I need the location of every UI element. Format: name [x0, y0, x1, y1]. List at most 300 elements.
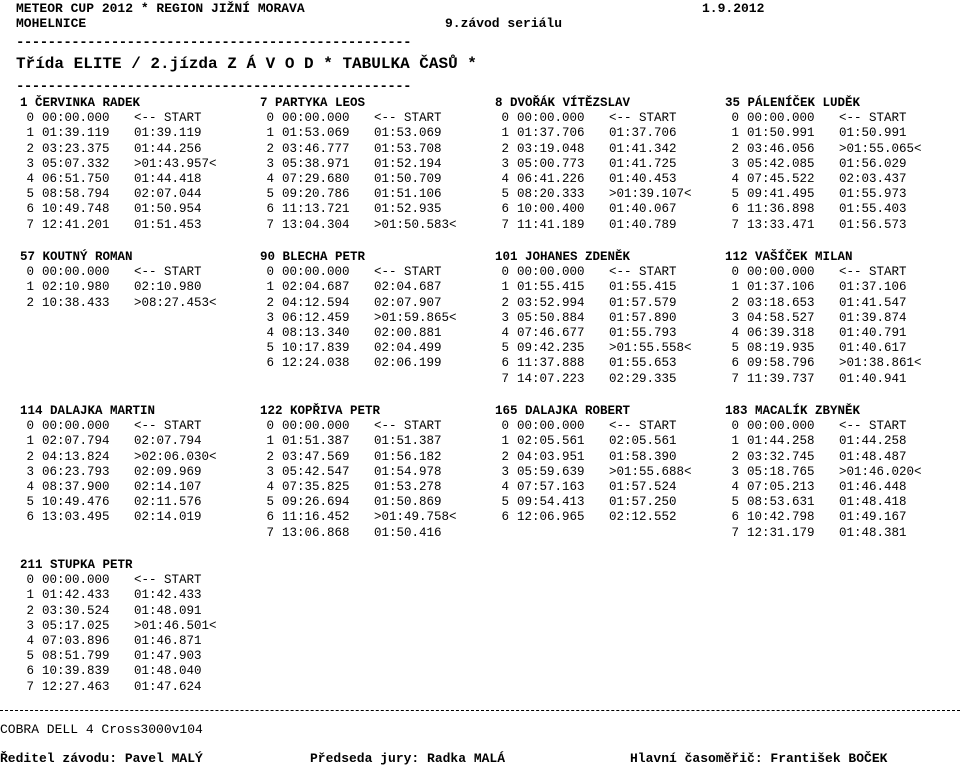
lap-row [260, 126, 484, 141]
lap-time: 01:41.725 [609, 156, 677, 171]
lap-number: 7 [26, 217, 34, 232]
lap-number: 4 [501, 479, 509, 494]
lap-number: 3 [501, 156, 509, 171]
lap-number: 5 [731, 187, 739, 202]
lap-row [260, 265, 484, 280]
lap-time: 02:14.019 [134, 510, 202, 525]
lap-time: 02:03.437 [839, 171, 907, 186]
lap-time: 01:44.256 [134, 141, 202, 156]
lap-time: 02:12.552 [609, 510, 677, 525]
lap-total-time: 05:38.971 [282, 156, 350, 171]
lap-row [495, 202, 719, 217]
lap-time: 01:51.453 [134, 217, 202, 232]
lap-total-time: 12:31.179 [747, 525, 815, 540]
lap-time: 01:40.453 [609, 171, 677, 186]
lap-number: 7 [266, 525, 274, 540]
page-title: Třída ELITE / 2.jízda Z Á V O D * TABULKA ČASŮ * [16, 55, 477, 73]
lap-total-time: 08:13.340 [282, 325, 350, 340]
lap-time: 01:55.793 [609, 325, 677, 340]
lap-row [20, 111, 244, 126]
lap-number: 4 [731, 171, 739, 186]
lap-time: <-- START [134, 111, 202, 126]
lap-time: >01:49.758< [374, 510, 457, 525]
lap-row [725, 356, 949, 371]
lap-number: 4 [266, 479, 274, 494]
lap-row [725, 510, 949, 525]
lap-number: 0 [501, 111, 509, 126]
rider-name: 183 MACALÍK ZBYNĚK [725, 404, 861, 418]
lap-total-time: 08:20.333 [517, 187, 585, 202]
lap-total-time: 01:51.387 [282, 434, 350, 449]
lap-number: 2 [26, 295, 34, 310]
lap-number: 1 [26, 126, 34, 141]
rider-block [725, 404, 949, 541]
lap-number: 4 [266, 171, 274, 186]
lap-number: 0 [501, 265, 509, 280]
lap-row [260, 172, 484, 187]
lap-total-time: 05:07.332 [42, 156, 110, 171]
lap-number: 5 [731, 341, 739, 356]
rider-block [495, 96, 719, 233]
lap-number: 6 [26, 664, 34, 679]
lap-time: 01:50.416 [374, 525, 442, 540]
lap-row [725, 326, 949, 341]
lap-total-time: 07:57.163 [517, 479, 585, 494]
lap-number: 5 [26, 187, 34, 202]
lap-row [260, 142, 484, 157]
rider-block [260, 250, 484, 372]
lap-number: 6 [731, 510, 739, 525]
lap-number: 4 [26, 171, 34, 186]
lap-time: 01:42.433 [134, 588, 202, 603]
lap-row [495, 157, 719, 172]
lap-total-time: 10:42.798 [747, 510, 815, 525]
lap-total-time: 12:06.965 [517, 510, 585, 525]
lap-total-time: 01:44.258 [747, 434, 815, 449]
lap-row [20, 218, 244, 233]
lap-number: 2 [501, 449, 509, 464]
lap-number: 5 [266, 187, 274, 202]
lap-time: <-- START [609, 111, 677, 126]
lap-total-time: 00:00.000 [282, 419, 350, 434]
rider-block [495, 250, 719, 387]
lap-time: 01:55.415 [609, 280, 677, 295]
lap-row [495, 480, 719, 495]
lap-row [495, 218, 719, 233]
lap-number: 6 [731, 356, 739, 371]
lap-total-time: 05:18.765 [747, 464, 815, 479]
lap-row [20, 465, 244, 480]
rider-name: 35 PÁLENÍČEK LUDĚK [725, 96, 861, 110]
lap-number: 0 [26, 111, 34, 126]
lap-row [20, 419, 244, 434]
lap-total-time: 12:27.463 [42, 679, 110, 694]
lap-row [260, 326, 484, 341]
lap-time: <-- START [134, 265, 202, 280]
lap-row [495, 341, 719, 356]
lap-row [20, 172, 244, 187]
lap-number: 6 [266, 202, 274, 217]
lap-number: 6 [731, 202, 739, 217]
lap-number: 5 [26, 495, 34, 510]
lap-total-time: 01:37.106 [747, 280, 815, 295]
lap-total-time: 10:49.748 [42, 202, 110, 217]
lap-total-time: 03:47.569 [282, 449, 350, 464]
lap-number: 0 [266, 419, 274, 434]
lap-row [260, 111, 484, 126]
rider-block [20, 404, 244, 526]
lap-time: 01:55.403 [839, 202, 907, 217]
lap-row [20, 634, 244, 649]
lap-total-time: 07:35.825 [282, 479, 350, 494]
lap-time: 01:57.579 [609, 295, 677, 310]
lap-number: 3 [501, 310, 509, 325]
lap-total-time: 11:39.737 [747, 371, 815, 386]
lap-total-time: 09:42.235 [517, 341, 585, 356]
lap-number: 2 [501, 141, 509, 156]
lap-total-time: 03:23.375 [42, 141, 110, 156]
lap-row [260, 187, 484, 202]
lap-total-time: 07:05.213 [747, 479, 815, 494]
lap-total-time: 09:20.786 [282, 187, 350, 202]
lap-row [260, 280, 484, 295]
lap-row [20, 434, 244, 449]
rider-name: 7 PARTYKA LEOS [260, 96, 366, 110]
lap-row [495, 311, 719, 326]
lap-row [495, 419, 719, 434]
lap-number: 2 [731, 295, 739, 310]
lap-number: 3 [731, 310, 739, 325]
lap-time: 01:41.547 [839, 295, 907, 310]
lap-number: 5 [501, 341, 509, 356]
lap-total-time: 13:03.495 [42, 510, 110, 525]
lap-number: 7 [501, 217, 509, 232]
rider-block [725, 96, 949, 233]
lap-row [725, 450, 949, 465]
lap-time: 01:53.069 [374, 126, 442, 141]
lap-time: 01:50.869 [374, 495, 442, 510]
lap-number: 5 [731, 495, 739, 510]
lap-total-time: 03:32.745 [747, 449, 815, 464]
lap-time: >01:55.688< [609, 464, 692, 479]
lap-row [725, 265, 949, 280]
lap-total-time: 06:12.459 [282, 310, 350, 325]
lap-total-time: 07:03.896 [42, 633, 110, 648]
lap-row [20, 604, 244, 619]
lap-total-time: 01:42.433 [42, 588, 110, 603]
lap-row [20, 296, 244, 311]
race-director: Ředitel závodu: Pavel MALÝ [0, 751, 203, 766]
lap-number: 5 [26, 649, 34, 664]
lap-row [725, 111, 949, 126]
lap-row [260, 218, 484, 233]
lap-time: 01:44.418 [134, 171, 202, 186]
lap-number: 4 [26, 479, 34, 494]
lap-time: 01:44.258 [839, 434, 907, 449]
lap-time: 01:41.342 [609, 141, 677, 156]
lap-total-time: 03:46.777 [282, 141, 350, 156]
lap-total-time: 05:42.085 [747, 156, 815, 171]
separator-top: -------------------------------------------------- [16, 38, 412, 48]
lap-number: 5 [501, 495, 509, 510]
lap-row [260, 526, 484, 541]
lap-time: 01:39.874 [839, 310, 907, 325]
lap-total-time: 00:00.000 [42, 419, 110, 434]
lap-row [725, 419, 949, 434]
lap-total-time: 02:05.561 [517, 434, 585, 449]
lap-time: 01:58.390 [609, 449, 677, 464]
lap-time: 01:54.978 [374, 464, 442, 479]
lap-time: >01:43.957< [134, 156, 217, 171]
separator-bottom: -------------------------------------------------- [16, 82, 412, 92]
lap-row [495, 356, 719, 371]
rider-name: 112 VAŠÍČEK MILAN [725, 250, 853, 264]
lap-time: 02:07.794 [134, 434, 202, 449]
lap-row [20, 202, 244, 217]
lap-time: >01:39.107< [609, 187, 692, 202]
lap-time: 01:49.167 [839, 510, 907, 525]
lap-number: 5 [501, 187, 509, 202]
lap-number: 1 [501, 126, 509, 141]
lap-number: 2 [501, 295, 509, 310]
lap-total-time: 00:00.000 [42, 111, 110, 126]
lap-row [20, 664, 244, 679]
lap-time: 01:37.106 [839, 280, 907, 295]
lap-row [725, 187, 949, 202]
lap-total-time: 06:39.318 [747, 325, 815, 340]
lap-number: 0 [26, 573, 34, 588]
lap-time: 01:56.573 [839, 217, 907, 232]
lap-number: 3 [266, 310, 274, 325]
lap-time: <-- START [839, 265, 907, 280]
rider-block [260, 404, 484, 541]
lap-row [725, 465, 949, 480]
lap-time: 01:47.624 [134, 679, 202, 694]
lap-time: 01:53.708 [374, 141, 442, 156]
lap-row [495, 465, 719, 480]
lap-time: 02:06.199 [374, 356, 442, 371]
rider-block [260, 96, 484, 233]
lap-time: 02:07.907 [374, 295, 442, 310]
lap-time: >01:59.865< [374, 310, 457, 325]
lap-row [20, 142, 244, 157]
lap-row [260, 311, 484, 326]
lap-row [20, 495, 244, 510]
lap-time: 02:11.576 [134, 495, 202, 510]
lap-number: 2 [731, 449, 739, 464]
lap-total-time: 01:55.415 [517, 280, 585, 295]
lap-row [260, 510, 484, 525]
lap-row [20, 573, 244, 588]
lap-total-time: 05:00.773 [517, 156, 585, 171]
lap-number: 1 [501, 434, 509, 449]
lap-time: 01:50.709 [374, 171, 442, 186]
lap-total-time: 01:50.991 [747, 126, 815, 141]
lap-row [260, 296, 484, 311]
lap-time: >01:50.583< [374, 217, 457, 232]
lap-time: 01:57.524 [609, 479, 677, 494]
lap-total-time: 04:03.951 [517, 449, 585, 464]
lap-row [260, 434, 484, 449]
lap-total-time: 00:00.000 [42, 573, 110, 588]
lap-total-time: 00:00.000 [282, 111, 350, 126]
event-date: 1.9.2012 [702, 1, 765, 16]
lap-total-time: 02:10.980 [42, 280, 110, 295]
lap-number: 6 [501, 510, 509, 525]
lap-total-time: 11:13.721 [282, 202, 350, 217]
lap-total-time: 00:00.000 [42, 265, 110, 280]
lap-row [260, 450, 484, 465]
lap-time: 01:55.653 [609, 356, 677, 371]
lap-row [725, 157, 949, 172]
lap-row [725, 172, 949, 187]
event-title: METEOR CUP 2012 * REGION JIŽNÍ MORAVA [16, 1, 305, 16]
rider-block [495, 404, 719, 526]
lap-total-time: 01:37.706 [517, 126, 585, 141]
rider-name: 165 DALAJKA ROBERT [495, 404, 631, 418]
lap-time: 01:40.617 [839, 341, 907, 356]
lap-total-time: 02:07.794 [42, 434, 110, 449]
lap-total-time: 12:24.038 [282, 356, 350, 371]
lap-row [725, 126, 949, 141]
lap-time: <-- START [609, 265, 677, 280]
lap-row [20, 126, 244, 141]
lap-total-time: 02:04.687 [282, 280, 350, 295]
lap-time: 01:50.954 [134, 202, 202, 217]
lap-total-time: 00:00.000 [282, 265, 350, 280]
jury-chair: Předseda jury: Radka MALÁ [310, 751, 506, 766]
lap-total-time: 08:19.935 [747, 341, 815, 356]
lap-row [495, 372, 719, 387]
lap-row [495, 265, 719, 280]
lap-row [495, 296, 719, 311]
lap-row [725, 495, 949, 510]
lap-number: 7 [266, 217, 274, 232]
lap-time: 02:14.107 [134, 479, 202, 494]
lap-time: <-- START [374, 265, 442, 280]
rider-name: 122 KOPŘIVA PETR [260, 404, 381, 418]
lap-number: 3 [731, 156, 739, 171]
lap-row [260, 480, 484, 495]
lap-time: 01:48.487 [839, 449, 907, 464]
lap-time: 02:10.980 [134, 280, 202, 295]
rider-block [20, 558, 244, 695]
lap-time: 02:29.335 [609, 371, 677, 386]
lap-time: 01:52.935 [374, 202, 442, 217]
lap-total-time: 03:30.524 [42, 603, 110, 618]
lap-number: 6 [266, 510, 274, 525]
lap-row [260, 495, 484, 510]
lap-number: 3 [266, 156, 274, 171]
lap-time: 02:07.044 [134, 187, 202, 202]
lap-row [725, 434, 949, 449]
lap-time: 01:40.941 [839, 371, 907, 386]
lap-total-time: 00:00.000 [747, 419, 815, 434]
lap-total-time: 12:41.201 [42, 217, 110, 232]
lap-total-time: 10:39.839 [42, 664, 110, 679]
lap-number: 6 [26, 202, 34, 217]
lap-number: 4 [731, 325, 739, 340]
lap-time: <-- START [374, 111, 442, 126]
lap-number: 1 [266, 280, 274, 295]
lap-row [495, 450, 719, 465]
lap-number: 3 [731, 464, 739, 479]
lap-number: 2 [266, 449, 274, 464]
lap-time: 01:48.418 [839, 495, 907, 510]
rider-block [725, 250, 949, 387]
lap-number: 7 [26, 679, 34, 694]
lap-total-time: 03:18.653 [747, 295, 815, 310]
lap-row [20, 450, 244, 465]
lap-number: 7 [731, 371, 739, 386]
lap-total-time: 09:54.413 [517, 495, 585, 510]
lap-number: 3 [501, 464, 509, 479]
lap-time: 02:04.687 [374, 280, 442, 295]
lap-number: 6 [266, 356, 274, 371]
lap-number: 2 [26, 141, 34, 156]
lap-time: 02:00.881 [374, 325, 442, 340]
lap-time: 01:52.194 [374, 156, 442, 171]
lap-number: 4 [501, 171, 509, 186]
lap-row [260, 341, 484, 356]
lap-row [725, 372, 949, 387]
lap-row [260, 202, 484, 217]
lap-total-time: 04:58.527 [747, 310, 815, 325]
lap-time: 01:55.973 [839, 187, 907, 202]
lap-total-time: 11:41.189 [517, 217, 585, 232]
chief-timekeeper: Hlavní časoměřič: František BOČEK [630, 751, 888, 766]
lap-time: >01:46.501< [134, 618, 217, 633]
lap-time: 01:40.789 [609, 217, 677, 232]
lap-time: 01:48.040 [134, 664, 202, 679]
lap-number: 5 [266, 495, 274, 510]
lap-total-time: 11:16.452 [282, 510, 350, 525]
lap-time: 01:57.250 [609, 495, 677, 510]
lap-row [495, 510, 719, 525]
lap-total-time: 09:41.495 [747, 187, 815, 202]
lap-time: 01:47.903 [134, 649, 202, 664]
lap-row [20, 187, 244, 202]
lap-time: <-- START [609, 419, 677, 434]
lap-number: 1 [731, 126, 739, 141]
lap-row [495, 172, 719, 187]
lap-number: 3 [266, 464, 274, 479]
lap-time: <-- START [134, 573, 202, 588]
lap-row [20, 510, 244, 525]
lap-number: 0 [501, 419, 509, 434]
lap-row [725, 218, 949, 233]
lap-time: >02:06.030< [134, 449, 217, 464]
lap-total-time: 08:53.631 [747, 495, 815, 510]
venue: MOHELNICE [16, 16, 87, 31]
lap-time: 01:53.278 [374, 479, 442, 494]
lap-time: 01:40.791 [839, 325, 907, 340]
lap-total-time: 07:46.677 [517, 325, 585, 340]
lap-number: 5 [266, 341, 274, 356]
lap-row [20, 480, 244, 495]
lap-number: 0 [26, 419, 34, 434]
rider-block [20, 250, 244, 311]
lap-number: 1 [266, 434, 274, 449]
lap-total-time: 13:06.868 [282, 525, 350, 540]
footer-divider [0, 710, 960, 711]
lap-time: 01:40.067 [609, 202, 677, 217]
rider-name: 1 ČERVINKA RADEK [20, 96, 141, 110]
lap-total-time: 06:23.793 [42, 464, 110, 479]
lap-number: 2 [731, 141, 739, 156]
lap-row [20, 280, 244, 295]
lap-total-time: 13:33.471 [747, 217, 815, 232]
